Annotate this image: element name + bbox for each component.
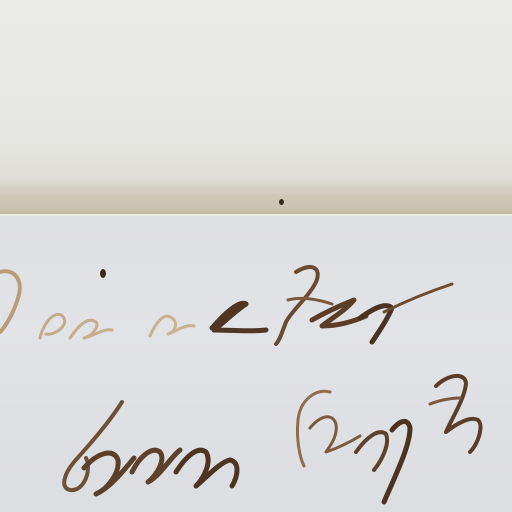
handwriting-line-1 — [212, 303, 266, 331]
handwriting-line-2 — [132, 450, 180, 482]
handwriting-line-1 — [288, 298, 332, 304]
handwriting-line-2 — [430, 398, 460, 404]
handwriting-line-1 — [384, 284, 452, 312]
handwriting-line-2 — [176, 450, 237, 486]
handwriting-line-1 — [276, 267, 318, 344]
handwriting-line-2 — [436, 376, 480, 452]
handwriting-line-2 — [356, 432, 387, 470]
handwriting-line-1 — [150, 316, 194, 336]
handwriting-line-1 — [70, 320, 112, 338]
handwriting-line-2 — [84, 453, 134, 494]
handwriting-line-2 — [297, 391, 330, 466]
handwriting-line-2 — [310, 417, 360, 452]
handwriting-line-1 — [312, 300, 366, 326]
handwriting-line-1 — [40, 314, 65, 338]
handwriting-line-1 — [0, 271, 20, 332]
